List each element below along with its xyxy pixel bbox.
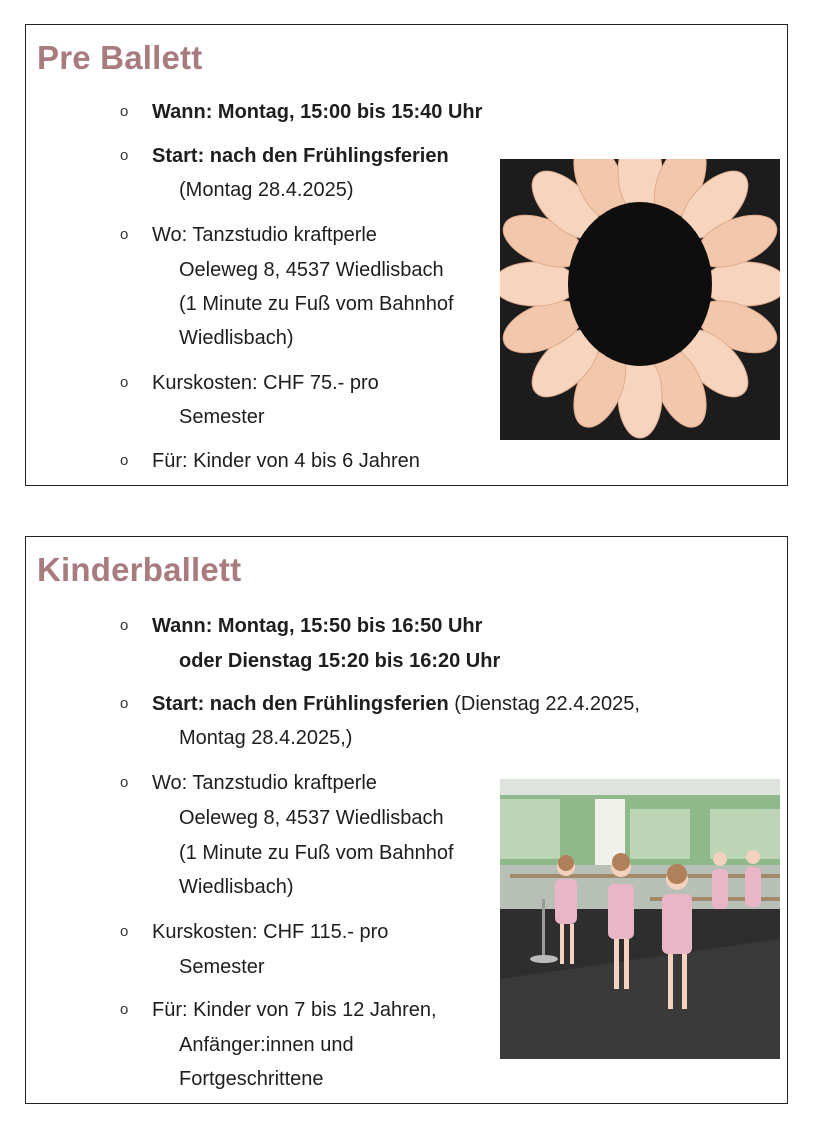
section-title: Pre Ballett — [37, 39, 203, 76]
bullet-icon: o — [120, 1001, 129, 1018]
target-group-cont: Anfänger:innen und — [179, 1034, 354, 1056]
pre-ballett-card — [25, 24, 788, 486]
start-label: Start: nach den Frühlingsferien — [152, 693, 449, 715]
location-note: (1 Minute zu Fuß vom Bahnhof — [179, 842, 454, 864]
bullet-icon: o — [120, 147, 129, 164]
kinderballett-card — [25, 536, 788, 1104]
target-group: Für: Kinder von 4 bis 6 Jahren — [152, 450, 420, 472]
schedule-text: Wann: Montag, 15:00 bis 15:40 Uhr — [152, 101, 483, 123]
start-detail: (Dienstag 22.4.2025, — [448, 693, 640, 715]
bullet-icon: o — [120, 774, 129, 791]
bullet-icon: o — [120, 695, 129, 712]
start-detail: (Montag 28.4.2025) — [179, 179, 354, 201]
course-cost-cont: Semester — [179, 406, 265, 428]
location-name: Wo: Tanzstudio kraftperle — [152, 772, 377, 794]
location-address: Oeleweg 8, 4537 Wiedlisbach — [179, 259, 444, 281]
ballet-shoe — [500, 262, 577, 306]
bullet-icon: o — [120, 103, 129, 120]
course-cost-cont: Semester — [179, 956, 265, 978]
location-address: Oeleweg 8, 4537 Wiedlisbach — [179, 807, 444, 829]
bullet-icon: o — [120, 617, 129, 634]
section-title: Kinderballett — [37, 551, 242, 588]
bullet-icon: o — [120, 374, 129, 391]
location-note: (1 Minute zu Fuß vom Bahnhof — [179, 293, 454, 315]
course-cost: Kurskosten: CHF 115.- pro — [152, 921, 389, 943]
location-note-cont: Wiedlisbach) — [179, 876, 294, 898]
start-detail-cont: Montag 28.4.2025,) — [179, 727, 353, 749]
ballet-shoe — [703, 262, 780, 306]
bullet-icon: o — [120, 452, 129, 469]
location-name: Wo: Tanzstudio kraftperle — [152, 224, 377, 246]
start-label: Start: nach den Frühlingsferien — [152, 145, 449, 167]
target-group: Für: Kinder von 7 bis 12 Jahren, — [152, 999, 437, 1021]
ballet-class-photo — [500, 779, 780, 1059]
start-line — [152, 691, 640, 717]
target-group-cont-2: Fortgeschrittene — [179, 1068, 324, 1090]
schedule-text: Wann: Montag, 15:50 bis 16:50 Uhr — [152, 615, 483, 637]
schedule-text-alt: oder Dienstag 15:20 bis 16:20 Uhr — [179, 650, 501, 672]
course-cost: Kurskosten: CHF 75.- pro — [152, 372, 379, 394]
ballet-shoes-photo — [500, 159, 780, 440]
bullet-icon: o — [120, 226, 129, 243]
location-note-cont: Wiedlisbach) — [179, 327, 294, 349]
bullet-icon: o — [120, 923, 129, 940]
